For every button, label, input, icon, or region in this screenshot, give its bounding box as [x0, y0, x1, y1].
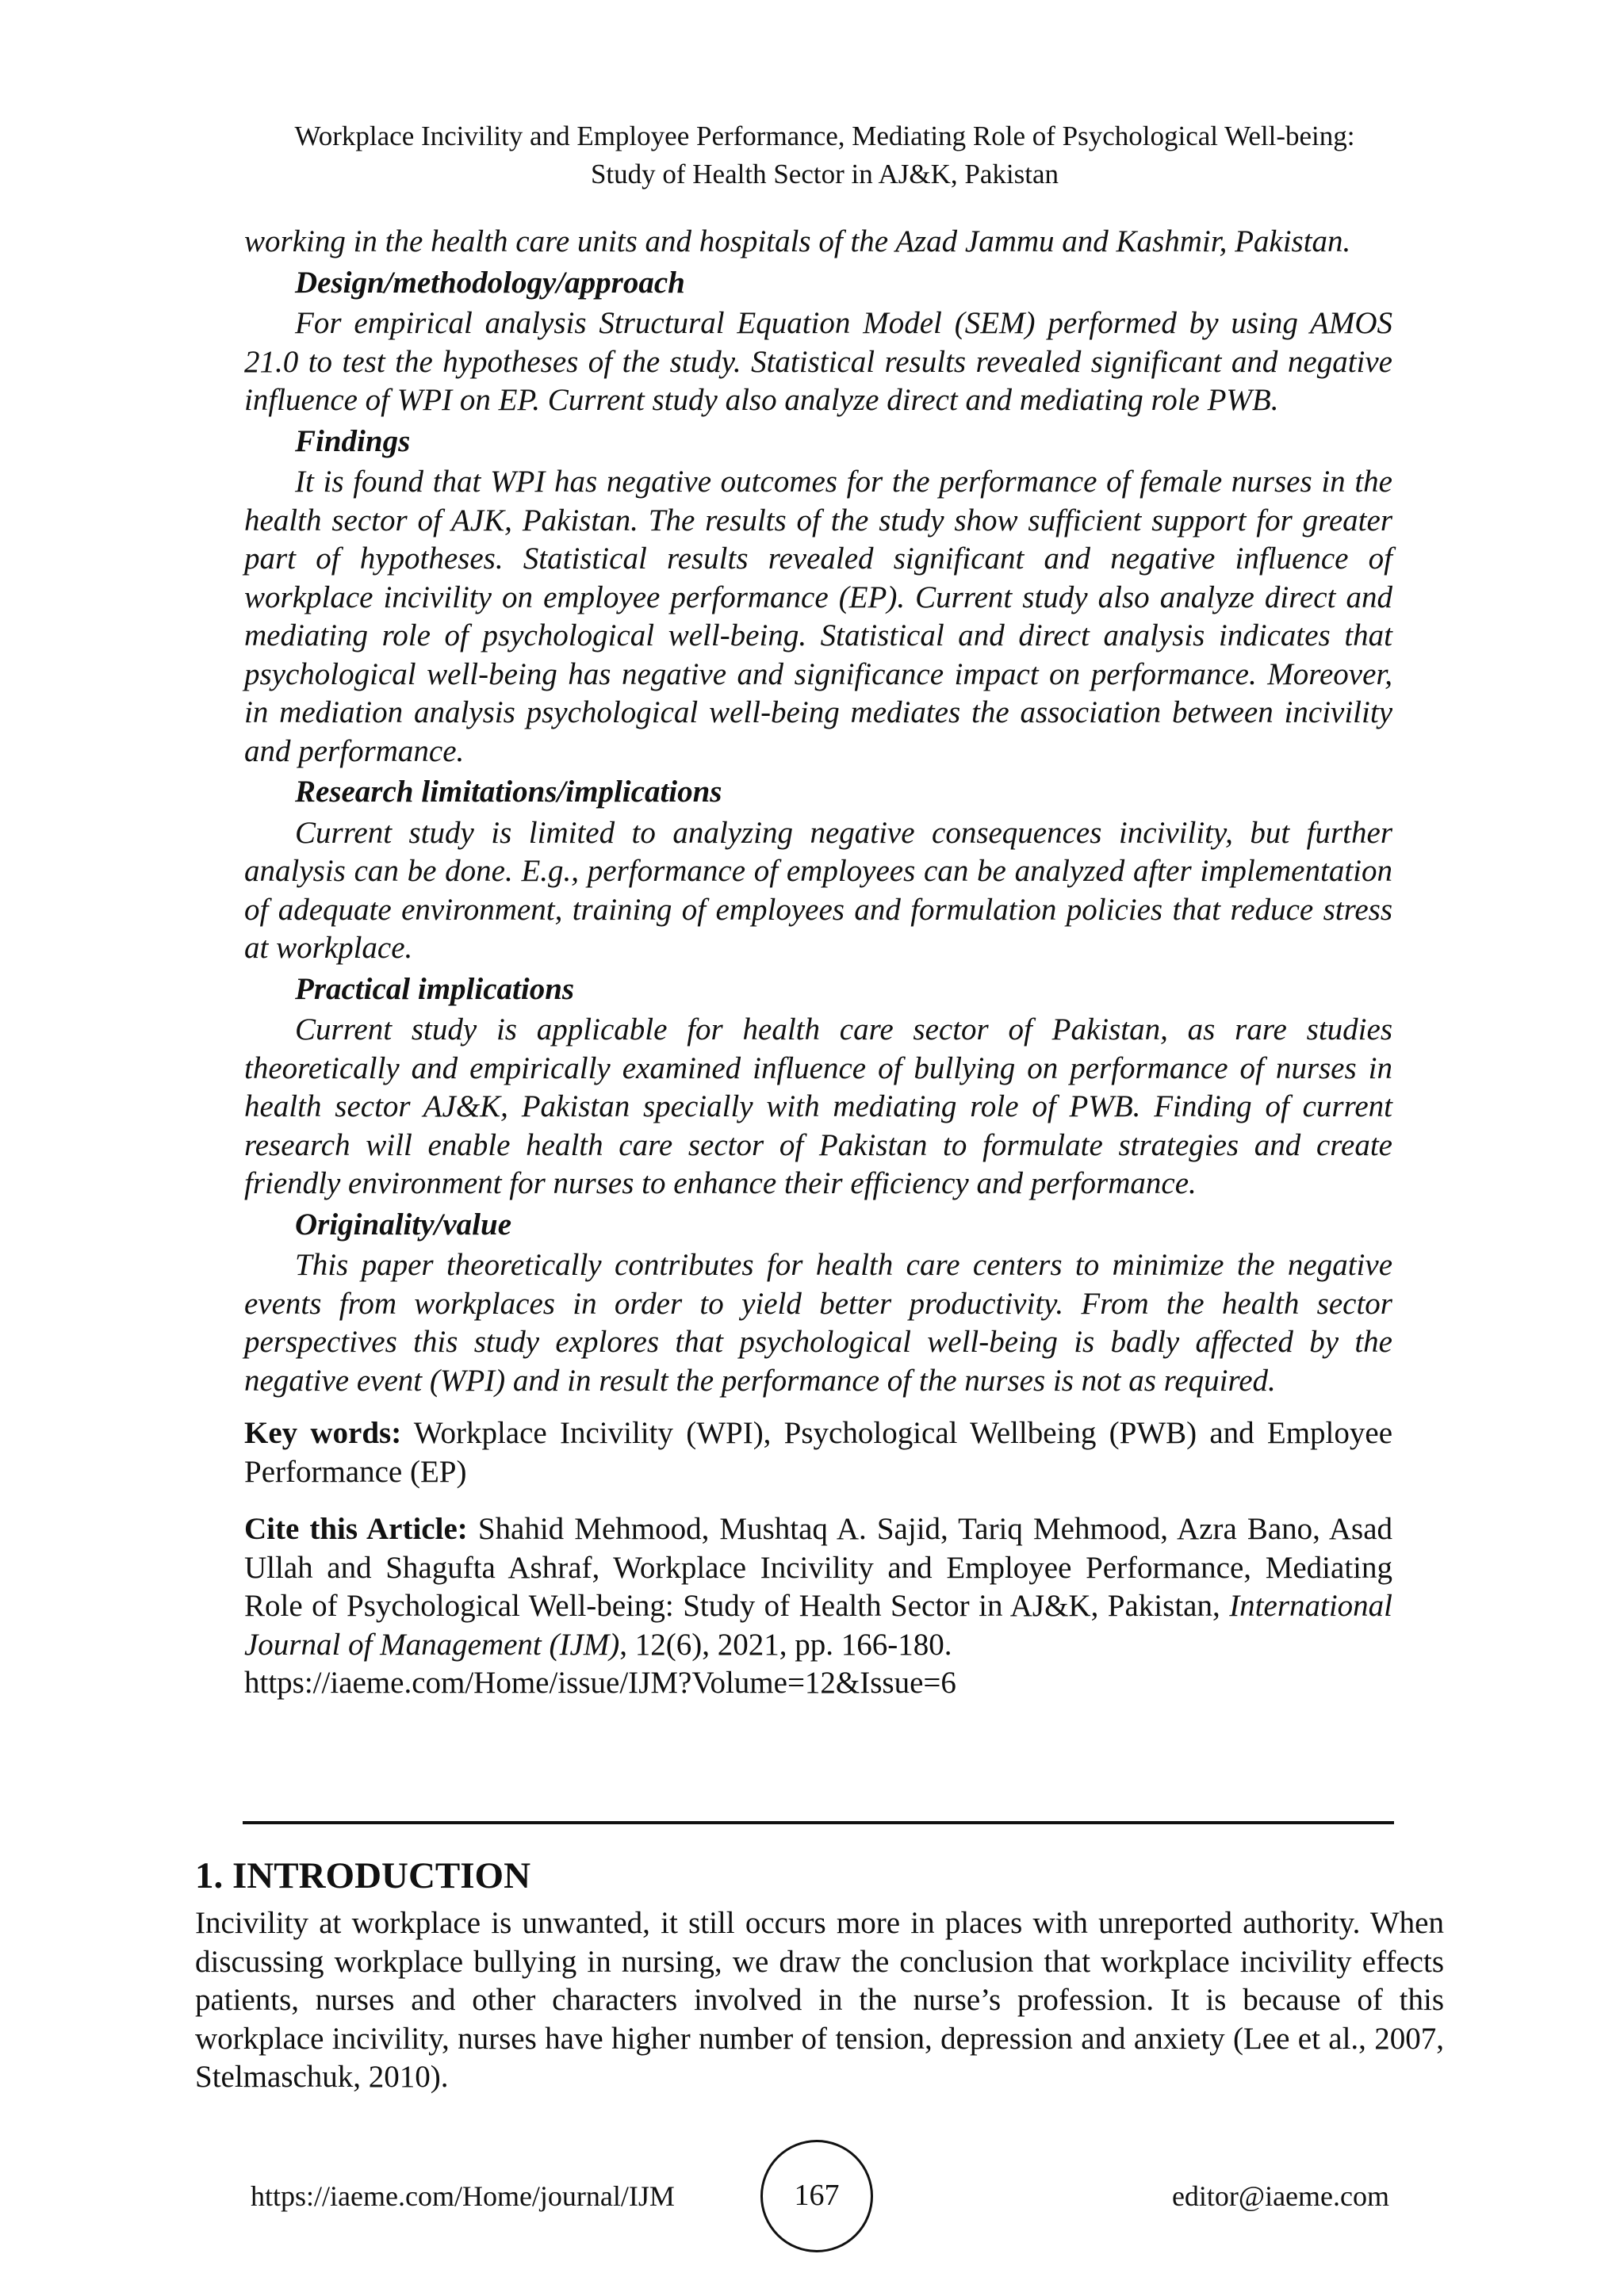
- running-header: [238, 117, 1411, 193]
- originality-heading: Originality/value: [295, 1207, 511, 1242]
- findings-text: It is found that WPI has negative outcomes for the performance of female nurses in the health sector of AJK, Pakistan. The results of the study show sufficient support for greater part of hypotheses. Statistical results revealed significant and negative influence of workplace incivility on employee performance (EP). Current study also analyze direct and mediating role of psychological well-being. Statistical and direct analysis indicates that psychological well-being has negative and significance impact on performance. Moreover, in mediation analysis psychological well-being mediates the association between incivility and performance.: [244, 465, 1392, 768]
- citation-label: Cite this Article:: [244, 1512, 468, 1546]
- running-header-line-2: Study of Health Sector in AJ&K, Pakistan: [590, 159, 1059, 189]
- keywords-text: Workplace Incivility (WPI), Psychological Wellbeing (PWB) and Employee Performance (EP): [244, 1416, 1393, 1489]
- footer-journal-url[interactable]: https://iaeme.com/Home/journal/IJM: [251, 2180, 675, 2212]
- design-text: For empirical analysis Structural Equation Model (SEM) performed by using AMOS 21.0 to test the hypotheses of the study. Statistical results revealed significant and negative influence of WPI on EP. Current study also analyze direct and mediating role PWB.: [244, 306, 1392, 417]
- practical-heading: Practical implications: [295, 971, 575, 1006]
- abstract: [244, 223, 1392, 1703]
- section-divider: [243, 1821, 1394, 1824]
- citation: [244, 1510, 1392, 1703]
- purpose-continuation: working in the health care units and hospitals of the Azad Jammu and Kashmir, Pakistan.: [244, 224, 1351, 258]
- limitations-heading: Research limitations/implications: [295, 775, 722, 809]
- citation-journal: International Journal of Management (IJM): [244, 1589, 1393, 1662]
- page-number-circle: [760, 2140, 873, 2252]
- citation-details: , 12(6), 2021, pp. 166-180.: [619, 1627, 952, 1662]
- page-number: 167: [794, 2179, 840, 2212]
- keywords: [244, 1414, 1392, 1491]
- limitations-text: Current study is limited to analyzing negative consequences incivility, but further analysis can be done. E.g., performance of employees can be analyzed after implementation of adequate environment, training of employees and formulation policies that reduce stress at workplace.: [244, 815, 1392, 965]
- running-header-line-1: Workplace Incivility and Employee Performance, Mediating Role of Psychological Well-being:: [294, 121, 1355, 151]
- originality-text: This paper theoretically contributes for health care centers to minimize the negative events from workplaces in order to yield better productivity. From the health sector perspectives this study explores that psychological well-being is badly affected by the negative event (WPI) and in result the performance of the nurses is not as required.: [244, 1248, 1392, 1398]
- citation-text: Shahid Mehmood, Mushtaq A. Sajid, Tariq Mehmood, Azra Bano, Asad Ullah and Shagufta Ashraf, Workplace Incivility and Employee Performance, Mediating Role of Psychological Well-being: Study of Health Sector in AJ&K, Pakistan,: [244, 1512, 1393, 1623]
- practical-text: Current study is applicable for health care sector of Pakistan, as rare studies theoretically and empirically examined influence of bullying on performance of nurses in health sector AJ&K, Pakistan specially with mediating role of PWB. Finding of current research will enable health care sector of Pakistan to formulate strategies and create friendly environment for nurses to enhance their efficiency and performance.: [244, 1012, 1392, 1200]
- introduction-heading: 1. INTRODUCTION: [195, 1855, 531, 1896]
- citation-url[interactable]: https://iaeme.com/Home/issue/IJM?Volume=12&Issue=6: [244, 1666, 956, 1700]
- introduction-text: Incivility at workplace is unwanted, it still occurs more in places with unreported authority. When discussing workplace bullying in nursing, we draw the conclusion that workplace incivility effects patients, nurses and other characters involved in the nurse’s profession. It is because of this workplace incivility, nurses have higher number of tension, depression and anxiety (Lee et al., 2007, Stelmaschuk, 2010).: [195, 1906, 1444, 2094]
- footer-email[interactable]: editor@iaeme.com: [1171, 2180, 1389, 2212]
- design-heading: Design/methodology/approach: [295, 265, 685, 300]
- findings-heading: Findings: [295, 423, 411, 458]
- keywords-label: Key words:: [244, 1416, 402, 1450]
